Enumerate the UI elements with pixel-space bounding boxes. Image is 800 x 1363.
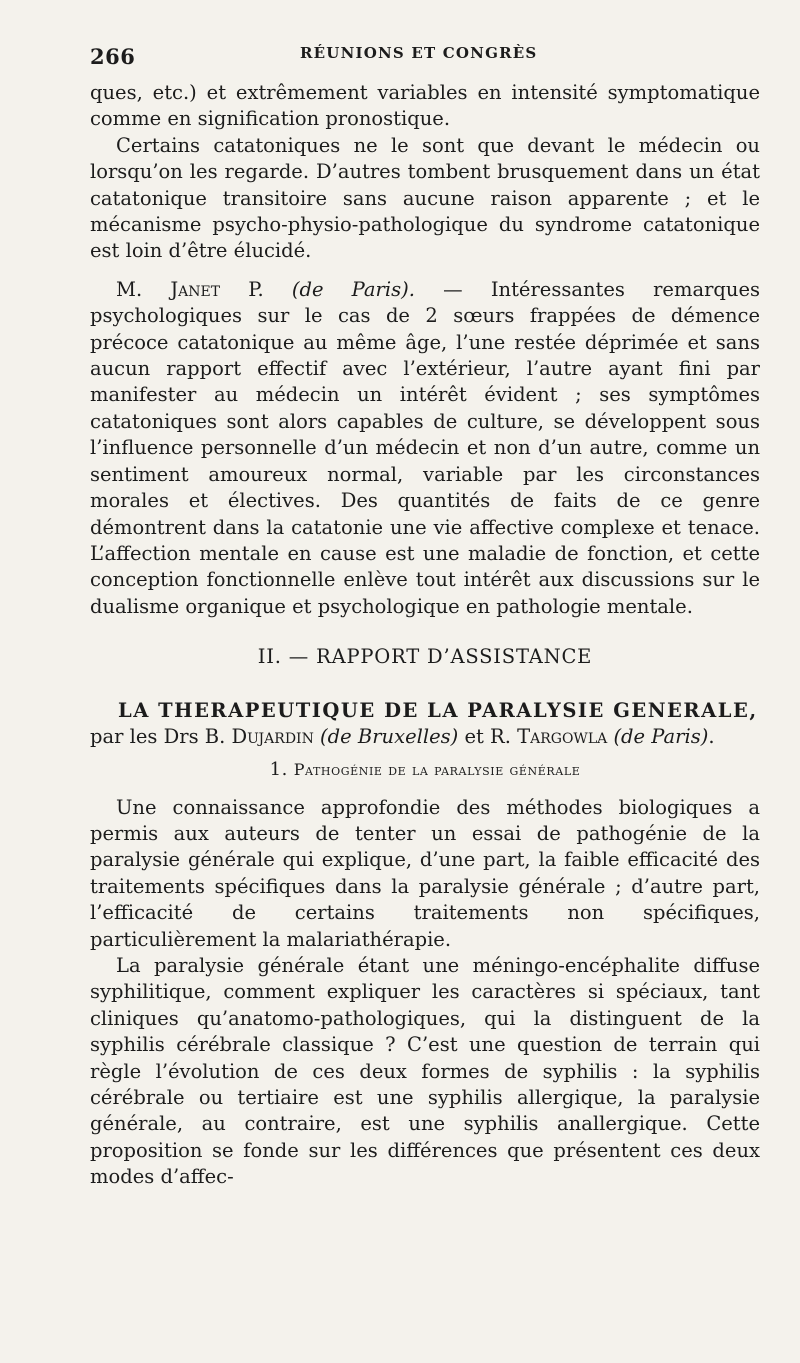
paragraph-pathogenesis-detail: La paralysie générale étant une méningo-encéphalite diffuse syphilitique, comment expliquer les caractères si spéciaux, tant cliniques qu’anatomo-pathologiques, qui la distinguent de la syphilis cérébrale classique ? C’est une question de terrain qui règle l’évolution de ces deux formes de syphilis : la syphilis cérébrale ou tertiaire est une syphilis allergique, la paralysie générale, au contraire, est une syphilis anallergique. Cette proposition se fonde sur les différences que présentent ces deux modes d’affec- — [90, 953, 760, 1189]
janet-remarks-body: — Intéressantes remarques psychologiques sur le cas de 2 sœurs frappées de démence précoce catatonique au même âge, l’une restée déprimée et sans aucun rapport effectif avec l’extérieur, l’autre ayant fini par manifester au médecin un intérêt évident ; ses symptômes catatoniques sont alors capables de culture, se développent sous l’influence personnelle d’un médecin et non d’un autre, comme un sentiment amoureux normal, variable par les circonstances morales et électives. Des quantités de faits de ce genre démontrent dans la catatonie une vie affective complexe et tenace. L’affection mentale en cause est une maladie de fonction, et cette conception fonctionnelle enlève tout intérêt aux discussions sur le dualisme organique et psychologique en pathologie mentale. — [90, 277, 760, 618]
author-targowla-origin: (de Paris) — [613, 725, 709, 749]
subsection-title: Pathogénie de la paralysie générale — [293, 759, 581, 779]
section-heading: II. — RAPPORT D’ASSISTANCE — [257, 645, 593, 669]
report-title: LA THERAPEUTIQUE DE LA PARALYSIE GENERALE, — [118, 699, 758, 723]
page-number: 266 — [90, 44, 136, 69]
paragraph-janet-remarks — [90, 277, 760, 620]
author-targowla: Targowla — [517, 725, 608, 749]
author-dujardin: Dujardin — [231, 725, 314, 749]
speaker-name: M. Janet P. — [116, 277, 264, 301]
report-authors — [90, 724, 760, 750]
subsection-heading — [90, 757, 760, 783]
page-header — [90, 40, 760, 80]
subsection-number: 1. — [269, 758, 288, 780]
authors-joiner: et R. — [458, 725, 518, 749]
authors-end: . — [708, 725, 715, 749]
paragraph-continuation: ques, etc.) et extrêmement variables en intensité symptomatique comme en signification pronostique. — [90, 81, 760, 131]
paragraph-pathogenesis-intro: Une connaissance approfondie des méthodes biologiques a permis aux auteurs de tenter un essai de pathogénie de la paralysie générale qui explique, d’une part, la faible efficacité des traitements spécifiques dans la paralysie générale ; d’autre part, l’efficacité de certains traitements non spécifiques, particulièrement la malariathérapie. — [90, 795, 760, 951]
author-dujardin-origin: (de Bruxelles) — [320, 725, 459, 749]
speaker-origin: (de Paris). — [291, 277, 415, 301]
authors-prefix: par les Drs B. — [90, 725, 232, 749]
running-title: RÉUNIONS ET CONGRÈS — [300, 44, 538, 62]
paragraph-catatonic-observation: Certains catatoniques ne le sont que devant le médecin ou lorsqu’on les regarde. D’autres tombent brusquement dans un état catatonique transitoire sans aucune raison apparente ; et le mécanisme psycho-physio-pathologique du syndrome catatonique est loin d’être élucidé. — [90, 133, 760, 263]
